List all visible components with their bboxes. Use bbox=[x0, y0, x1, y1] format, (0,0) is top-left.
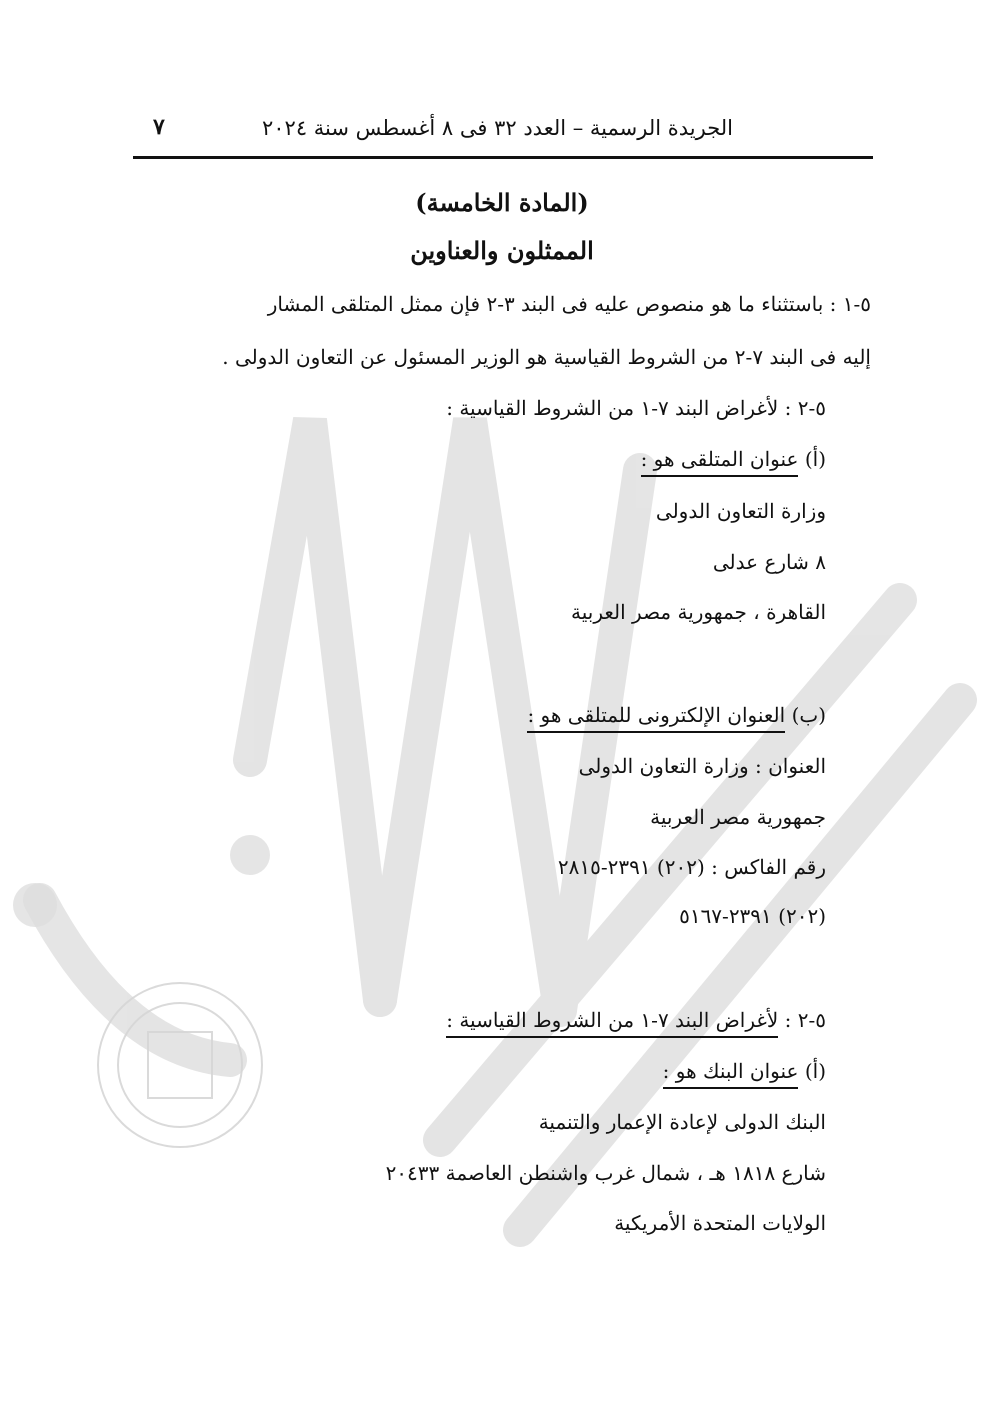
recipient-address-line-1: وزارة التعاون الدولى bbox=[655, 499, 826, 523]
clause-5-2-b-text: العنوان الإلكترونى للمتلقى هو : bbox=[527, 703, 785, 733]
recipient-fax-line-1: رقم الفاكس : (٢٠٢) ٢٣٩١-٢٨١٥ bbox=[557, 855, 826, 879]
page-header bbox=[133, 110, 873, 159]
recipient-electronic-line-2: جمهورية مصر العربية bbox=[650, 805, 826, 829]
clause-5-1-line-2: إليه فى البند ٧-٢ من الشروط القياسية هو الوزير المسئول عن التعاون الدولى . bbox=[222, 345, 871, 369]
clause-5-2b-text: لأغراض البند ٧-١ من الشروط القياسية : bbox=[446, 1008, 778, 1038]
bank-address-line-1: البنك الدولى لإعادة الإعمار والتنمية bbox=[538, 1110, 826, 1134]
recipient-address-line-2: ٨ شارع عدلى bbox=[712, 550, 826, 574]
bank-address-line-2: شارع ١٨١٨ هـ ، شمال غرب واشنطن العاصمة ٢٠٤٣٣ bbox=[385, 1161, 826, 1185]
clause-5-2b-a-label: (أ) bbox=[804, 1059, 826, 1083]
clause-5-2-a-text: عنوان المتلقى هو : bbox=[641, 447, 799, 477]
recipient-electronic-line-1: العنوان : وزارة التعاون الدولى bbox=[578, 754, 826, 778]
page-number: ٧ bbox=[153, 114, 165, 140]
clause-5-2-b-label: (ب) bbox=[791, 703, 826, 727]
clause-5-1-line-1: ٥-١ : باستثناء ما هو منصوص عليه فى البند ٣-٢ فإن ممثل المتلقى المشار bbox=[267, 292, 871, 316]
recipient-fax-line-2: (٢٠٢) ٢٣٩١-٥١٦٧ bbox=[679, 904, 826, 928]
clause-5-2-intro: ٥-٢ : لأغراض البند ٧-١ من الشروط القياسية : bbox=[446, 396, 826, 420]
clause-5-2b-a-heading bbox=[663, 1059, 826, 1083]
clause-5-2b-heading bbox=[446, 1008, 826, 1032]
article-heading: (المادة الخامسة) bbox=[415, 188, 589, 217]
clause-5-2-b-heading bbox=[527, 703, 826, 727]
bank-address-line-3: الولايات المتحدة الأمريكية bbox=[614, 1211, 826, 1235]
clause-5-2b-a-text: عنوان البنك هو : bbox=[663, 1059, 799, 1089]
article-subheading: الممثلون والعناوين bbox=[410, 236, 594, 265]
gazette-title: الجريدة الرسمية – العدد ٣٢ فى ٨ أغسطس سنة ٢٠٢٤ bbox=[262, 116, 733, 140]
recipient-address-line-3: القاهرة ، جمهورية مصر العربية bbox=[571, 600, 826, 624]
clause-5-2-a-heading bbox=[641, 447, 826, 471]
clause-5-2b-number: ٥-٢ : bbox=[784, 1008, 826, 1032]
clause-5-2-a-label: (أ) bbox=[804, 447, 826, 471]
